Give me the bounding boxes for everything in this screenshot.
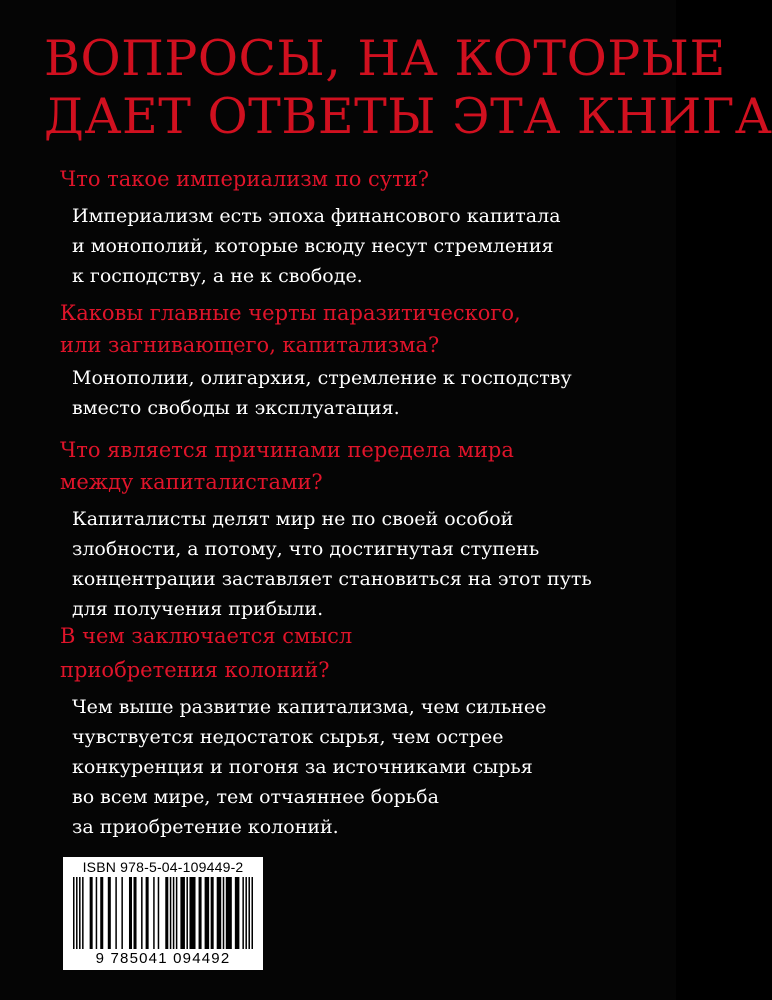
- isbn-barcode: [63, 857, 263, 970]
- answer-line: к господству, а не к свободе.: [72, 265, 363, 287]
- question-line: Что такое империализм по сути?: [60, 167, 429, 191]
- barcode-bar: [223, 877, 225, 949]
- answer-line: концентрации заставляет становиться на этот путь: [72, 568, 592, 590]
- question-line: В чем заключается смысл: [60, 624, 353, 648]
- barcode-bar: [100, 877, 103, 949]
- qa-block-1: [0, 163, 676, 291]
- question-line: Каковы главные черты паразитического,: [60, 301, 521, 325]
- answer-line: Империализм есть эпоха финансового капитала: [72, 205, 561, 227]
- barcode-bar: [76, 877, 78, 949]
- barcode-bar: [129, 877, 132, 949]
- barcode-bar: [73, 877, 75, 949]
- barcode-bar: [245, 877, 247, 949]
- barcode-bar: [134, 877, 137, 949]
- answer-line: Чем выше развитие капитализма, чем сильнее: [72, 696, 547, 718]
- barcode-bar: [189, 877, 195, 949]
- barcode-bar: [108, 877, 111, 949]
- cover-heading: [44, 30, 772, 146]
- barcode-bar: [146, 877, 149, 949]
- answer-line: злобности, а потому, что достигнутая ступень: [72, 538, 540, 560]
- barcode-bar: [226, 877, 232, 949]
- answer-line: и монополий, которые всюду несут стремления: [72, 235, 554, 257]
- barcode-bar: [199, 877, 202, 949]
- answer-line: для получения прибыли.: [72, 598, 324, 620]
- barcode-bar: [176, 877, 178, 949]
- barcode-bar: [235, 877, 240, 949]
- barcode-bar: [180, 877, 185, 949]
- heading-line-1: ВОПРОСЫ, НА КОТОРЫЕ: [44, 30, 726, 87]
- qa-block-4: [0, 620, 676, 842]
- answer-line: за приобретение колоний.: [72, 816, 339, 838]
- answer-line: во всем мире, тем отчаяннее борьба: [72, 786, 439, 808]
- barcode-bar: [251, 877, 253, 949]
- answer-line: вместо свободы и эксплуатация.: [72, 397, 400, 419]
- barcode-digits: 9 785041 094492: [95, 950, 231, 967]
- barcode-bar: [90, 877, 93, 949]
- barcode-bar: [121, 877, 123, 949]
- isbn-label: ISBN 978-5-04-109449-2: [82, 859, 244, 875]
- qa-block-2: [0, 297, 676, 423]
- barcode-bar: [211, 877, 214, 949]
- question-line: или загнивающего, капитализма?: [60, 333, 440, 357]
- barcode-bar: [205, 877, 210, 949]
- barcode-bar: [173, 877, 175, 949]
- heading-line-2: ДАЕТ ОТВЕТЫ ЭТА КНИГА: [44, 88, 772, 145]
- barcode-bar: [248, 877, 250, 949]
- barcode-bar: [170, 877, 172, 949]
- barcode-bar: [186, 877, 188, 949]
- barcode-bar: [242, 877, 244, 949]
- barcode-bar: [82, 877, 84, 949]
- barcode-bar: [153, 877, 155, 949]
- barcode-bar: [217, 877, 222, 949]
- barcode-bar: [141, 877, 143, 949]
- barcode-bar: [165, 877, 168, 949]
- answer-line: Капиталисты делят мир не по своей особой: [72, 508, 514, 530]
- barcode-bars: [73, 877, 253, 949]
- question-line: между капиталистами?: [60, 470, 323, 494]
- question-line: Что является причинами передела мира: [60, 438, 514, 462]
- question-line: приобретения колоний?: [60, 658, 330, 682]
- barcode-bar: [79, 877, 81, 949]
- qa-block-3: [0, 434, 676, 624]
- barcode-bar: [96, 877, 98, 949]
- barcode-bar: [115, 877, 117, 949]
- answer-line: Монополии, олигархия, стремление к господству: [72, 367, 572, 389]
- answer-line: чувствуется недостаток сырья, чем острее: [72, 726, 504, 748]
- barcode-bar: [158, 877, 160, 949]
- answer-line: конкуренция и погоня за источниками сырья: [72, 756, 533, 778]
